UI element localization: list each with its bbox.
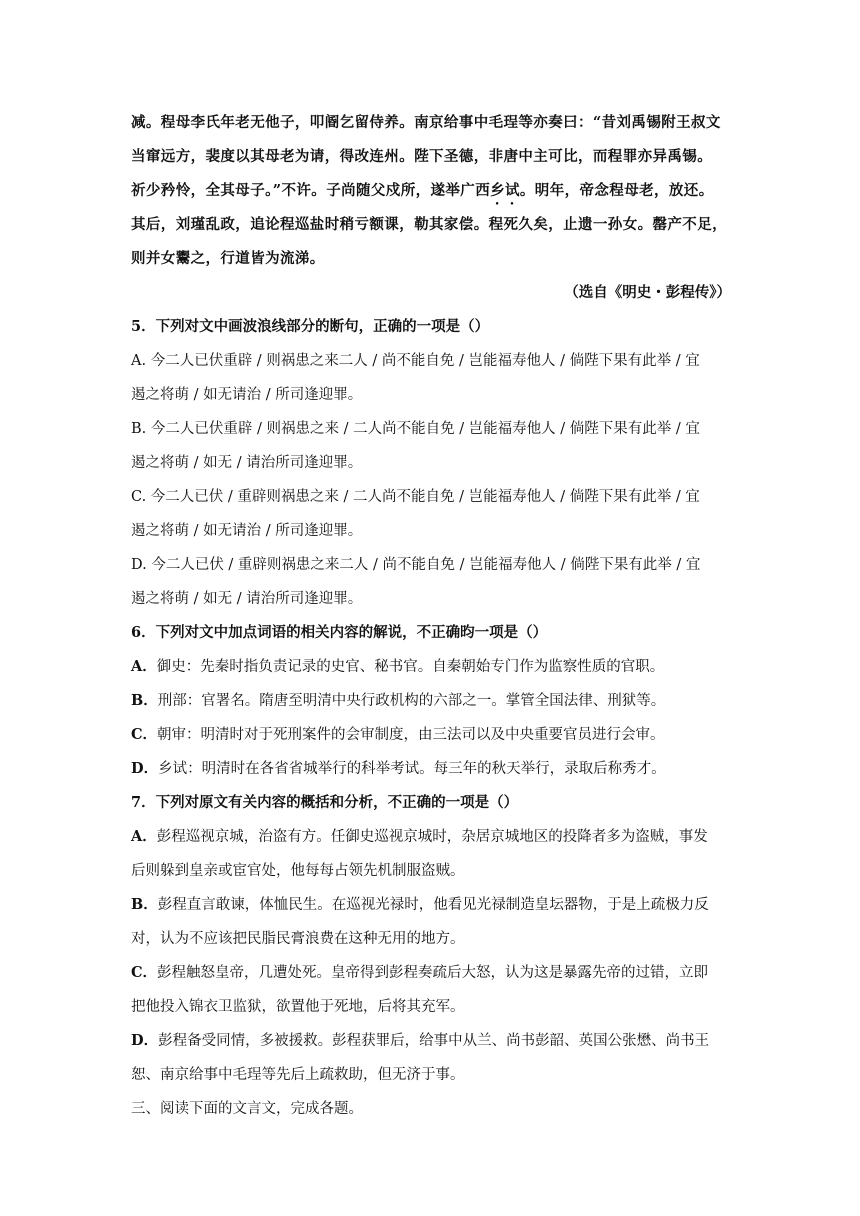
option-label: A． xyxy=(131,658,157,675)
question-stem: 5．下列对文中画波浪线部分的断句，正确的一项是（） xyxy=(131,318,490,335)
option-label: B． xyxy=(131,692,158,709)
option-a-cont: 遏之将萌 / 如无请治 / 所司逢迎罪。 xyxy=(131,387,363,403)
option-a xyxy=(131,650,731,684)
option-d xyxy=(131,1024,731,1058)
option-label: C． xyxy=(131,726,158,743)
option-d: D. 今二人已伏 / 重辟则祸患之来二人 / 尚不能自免 / 岂能福寿他人 / 倘陛下果有此举 / 宜 xyxy=(131,557,701,573)
option-b xyxy=(131,684,731,718)
option-text: 刑部：官署名。隋唐至明清中央行政机构的六部之一。掌管全国法律、刑狱等。 xyxy=(157,693,666,709)
option-a xyxy=(131,820,731,854)
option-c xyxy=(131,956,731,990)
option-text: 乡试：明清时在各省省城举行的科举考试。每三年的秋天举行，录取后称秀才。 xyxy=(158,761,666,777)
question-6 xyxy=(131,616,731,786)
option-b-cont: 遏之将萌 / 如无 / 请治所司逢迎罪。 xyxy=(131,455,363,471)
option-c xyxy=(131,718,731,752)
question-5 xyxy=(131,310,731,616)
option-d xyxy=(131,752,731,786)
option-label: C． xyxy=(131,964,158,981)
option-label: A． xyxy=(131,828,157,845)
option-b: B. 今二人已伏重辟 / 则祸患之来 / 二人尚不能自免 / 岂能福寿他人 / 倘陛下果有此举 / 宜 xyxy=(131,421,700,437)
option-d-cont: 遏之将萌 / 如无 / 请治所司逢迎罪。 xyxy=(131,591,363,607)
option-label: D． xyxy=(131,1032,159,1049)
question-stem: 6．下列对文中加点词语的相关内容的解说，不正确昀一项是（） xyxy=(131,624,548,641)
passage-text: 。明年，帝念程母老，放还。 xyxy=(519,182,714,199)
passage-line: 当窜远方，裴度以其母老为请，得改连州。陛下圣德，非唐中主可比，而程罪亦异禹锡。 xyxy=(131,148,713,165)
option-a-cont: 后则躲到皇亲或宦官处，他每每占领先机制服盗贼。 xyxy=(131,863,465,879)
passage-text: 祈少矜怜，全其母子。”不许。子尚随父戍所，遂举广西 xyxy=(131,182,491,199)
passage-line: 减。程母李氏年老无他子，叩阍乞留侍养。南京给事中毛珵等亦奏曰：“昔刘禹锡附王叔文 xyxy=(131,114,721,131)
classical-passage xyxy=(131,106,731,276)
option-b xyxy=(131,888,731,922)
option-b-cont: 对，认为不应该把民脂民膏浪费在这种无用的地方。 xyxy=(131,931,465,947)
option-text: 朝审：明清时对于死刑案件的会审制度，由三法司以及中央重要官员进行会审。 xyxy=(157,727,665,743)
document-page xyxy=(131,106,731,1126)
passage-source: （选自《明史・彭程传》） xyxy=(564,284,731,301)
option-text: 彭程直言敢谏，体恤民生。在巡视光禄时，他看见光禄制造皇坛器物，于是上疏极力反 xyxy=(157,897,709,913)
option-text: 彭程巡视京城，治盗有方。任御史巡视京城时，杂居京城地区的投降者多为盗贼，事发 xyxy=(156,829,708,845)
passage-line: 其后，刘瑾乱政，追论程巡盐时稍亏额课，勒其家偿。程死久矣，止遗一孙女。罄产不足， xyxy=(131,216,727,233)
option-d-cont: 恕、南京给事中毛珵等先后上疏救助，但无济于事。 xyxy=(131,1067,465,1083)
option-a: A. 今二人已伏重辟 / 则祸患之来二人 / 尚不能自免 / 岂能福寿他人 / 倘陛下果有此举 / 宜 xyxy=(131,353,700,369)
option-c-cont: 遏之将萌 / 如无请治 / 所司逢迎罪。 xyxy=(131,523,363,539)
option-text: 彭程触怒皇帝，几遭处死。皇帝得到彭程奏疏后大怒，认为这是暴露先帝的过错，立即 xyxy=(157,965,709,981)
option-c-cont: 把他投入锦衣卫监狱，欲置他于死地，后将其充军。 xyxy=(131,999,465,1015)
question-7 xyxy=(131,786,731,1092)
passage-line: 则并女鬻之，行道皆为流涕。 xyxy=(131,250,325,267)
dotted-term: 乡试 xyxy=(490,182,520,199)
option-text: 彭程备受同情，多被援救。彭程获罪后，给事中从兰、尚书彭韶、英国公张懋、尚书王 xyxy=(158,1033,710,1049)
question-stem: 7．下列对原文有关内容的概括和分析，不正确的一项是（） xyxy=(131,794,519,811)
option-text: 御史：先秦时指负责记录的史官、秘书官。自秦朝始专门作为监察性质的官职。 xyxy=(156,659,665,675)
option-c: C. 今二人已伏 / 重辟则祸患之来 / 二人尚不能自免 / 岂能福寿他人 / 倘陛下果有此举 / 宜 xyxy=(131,489,700,505)
option-label: B． xyxy=(131,896,158,913)
option-label: D． xyxy=(131,760,159,777)
passage-line xyxy=(131,174,731,208)
section-heading: 三、阅读下面的文言文，完成各题。 xyxy=(131,1101,363,1117)
